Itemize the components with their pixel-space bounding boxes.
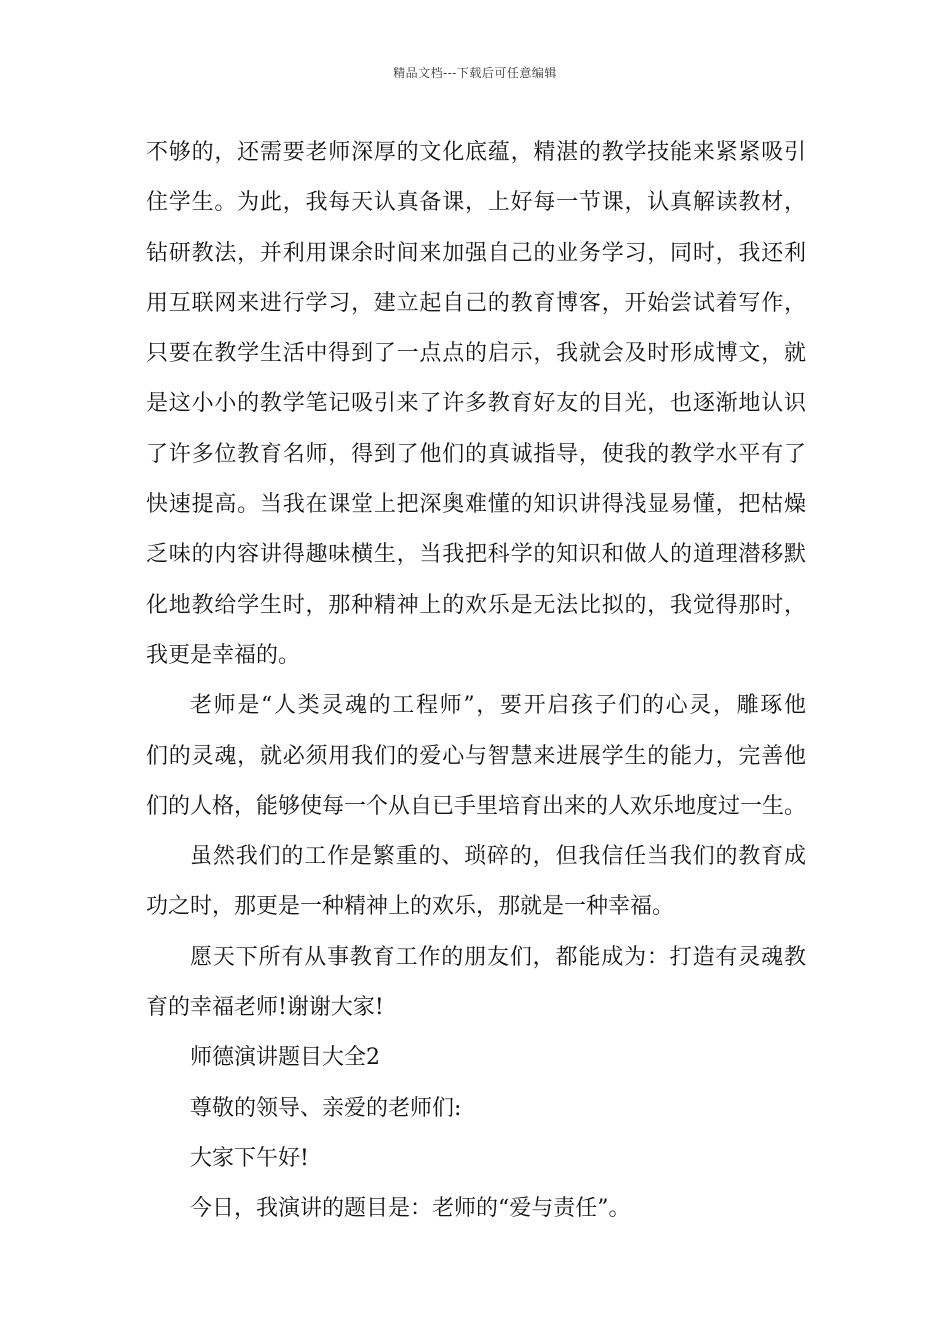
text-line: 师德演讲题目大全2 xyxy=(190,1045,380,1071)
text-line: 今日，我演讲的题目是：老师的“爱与责任”。 xyxy=(190,1196,631,1222)
text-line: 功之时，那更是一种精神上的欢乐，那就是一种幸福。 xyxy=(146,894,675,920)
text-line: 大家下午好! xyxy=(190,1145,309,1171)
text-line: 住学生。为此，我每天认真备课，上好每一节课，认真解读教材， xyxy=(146,190,806,216)
text-line: 愿天下所有从事教育工作的朋友们，都能成为：打造有灵魂教 xyxy=(190,944,806,970)
text-line: 们的灵魂，就必须用我们的爱心与智慧来进展学生的能力，完善他 xyxy=(146,743,806,769)
document-body xyxy=(146,128,806,1235)
text-line: 化地教给学生时，那种精神上的欢乐是无法比拟的，我觉得那时， xyxy=(146,592,806,618)
text-line: 育的幸福老师!谢谢大家! xyxy=(146,995,384,1021)
text-line: 是这小小的教学笔记吸引来了许多教育好友的目光，也逐渐地认识 xyxy=(146,391,806,417)
text-line: 们的人格，能够使每一个从自已手里培育出来的人欢乐地度过一生。 xyxy=(146,793,806,819)
text-line: 虽然我们的工作是繁重的、琐碎的，但我信任当我们的教育成 xyxy=(190,844,806,870)
page-header: 精品文档---下载后可任意编辑 xyxy=(393,66,557,80)
text-line: 只要在教学生活中得到了一点点的启示，我就会及时形成博文，就 xyxy=(146,341,806,367)
text-line: 了许多位教育名师，得到了他们的真诚指导，使我的教学水平有了 xyxy=(146,441,806,467)
text-line: 尊敬的领导、亲爱的老师们: xyxy=(190,1095,462,1121)
text-line: 乏味的内容讲得趣味横生，当我把科学的知识和做人的道理潜移默 xyxy=(146,542,806,568)
text-line: 快速提高。当我在课堂上把深奥难懂的知识讲得浅显易懂，把枯燥 xyxy=(146,492,806,518)
text-line: 钻研教法，并利用课余时间来加强自己的业务学习，同时，我还利 xyxy=(146,240,806,266)
text-line: 我更是幸福的。 xyxy=(146,642,301,668)
text-line: 用互联网来进行学习，建立起自己的教育博客，开始尝试着写作， xyxy=(146,290,806,316)
text-line: 老师是“人类灵魂的工程师”，要开启孩子们的心灵，雕琢他 xyxy=(190,693,806,719)
text-line: 不够的，还需要老师深厚的文化底蕴，精湛的教学技能来紧紧吸引 xyxy=(146,140,806,165)
